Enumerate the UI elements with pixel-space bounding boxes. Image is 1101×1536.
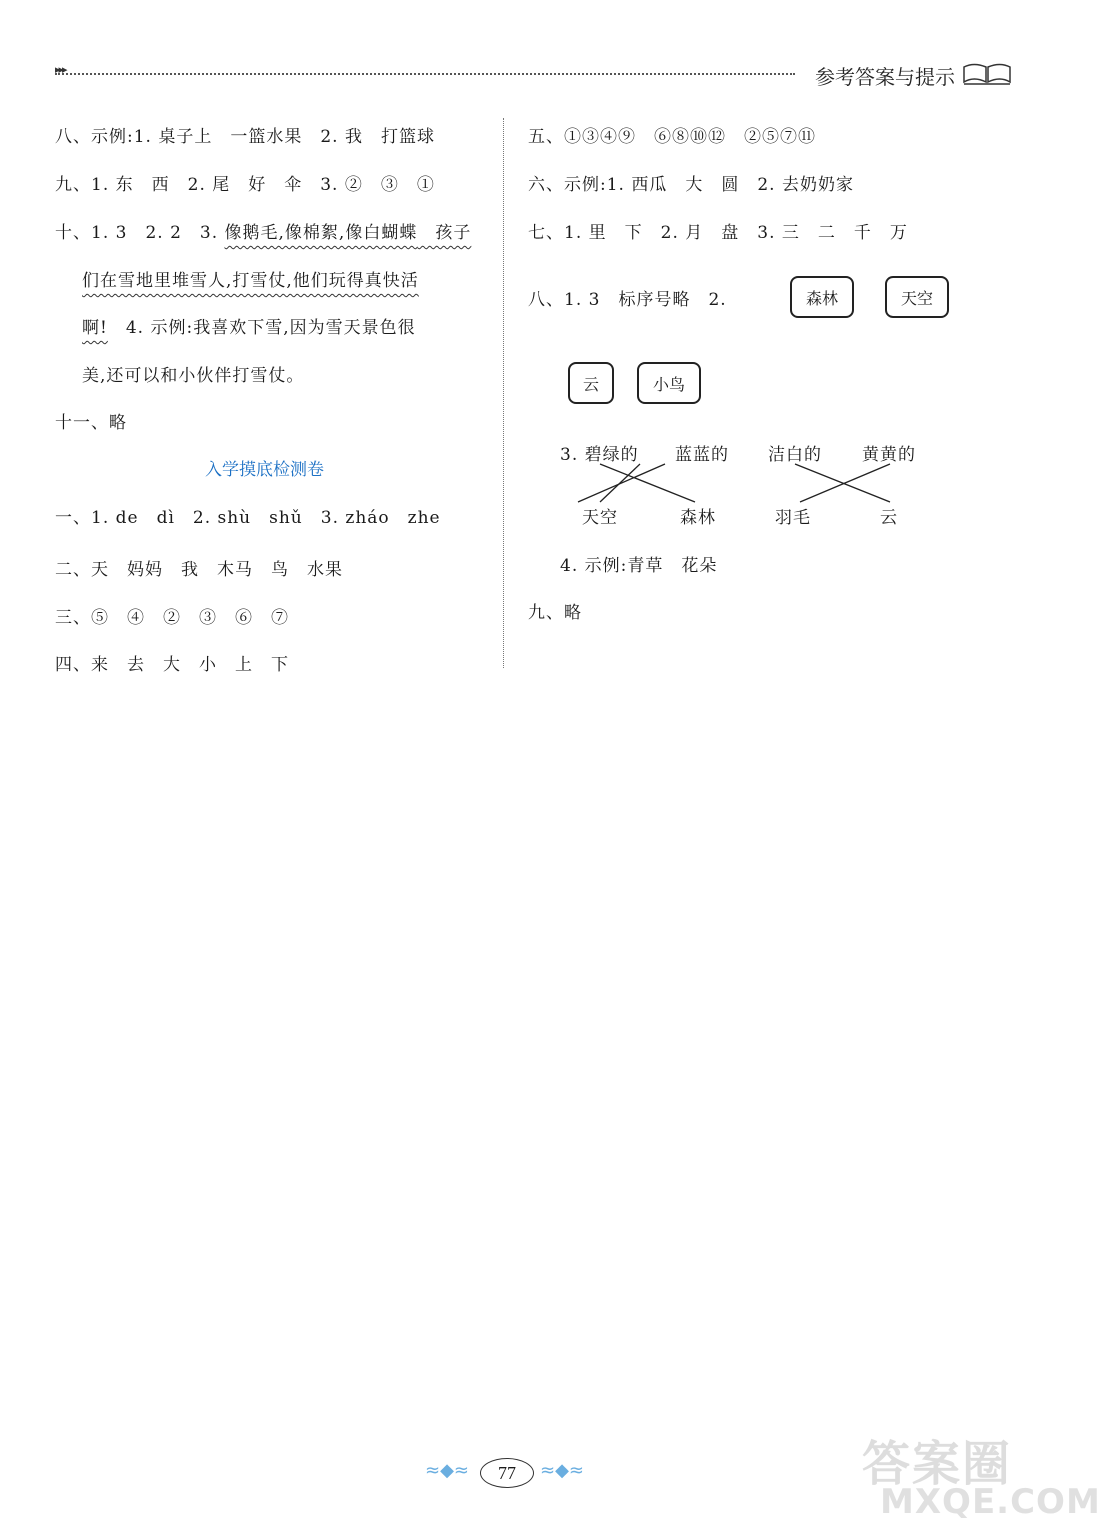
wavy-underlined-text: 像鹅毛,像棉絮,像白蝴蝶: [224, 223, 418, 243]
answer-section-8-4: 4. 示例:青草 花朵: [560, 556, 718, 576]
test-section-1: 一、1. de dì 2. shù shǔ 3. zháo zhe: [55, 508, 441, 528]
answer-section-10-line3: [82, 313, 416, 338]
answer-section-9: 九、1. 东 西 2. 尾 好 伞 3. ② ③ ①: [55, 175, 435, 195]
footer-ornament-left: ≈◆≈: [425, 1460, 470, 1481]
column-divider: [503, 118, 504, 668]
answer-section-9: 九、略: [528, 603, 582, 623]
test-section-2: 二、天 妈妈 我 木马 鸟 水果: [55, 560, 343, 580]
answer-section-8: 八、示例:1. 桌子上 一篮水果 2. 我 打篮球: [55, 127, 435, 147]
header-arrows: ▸▸▸: [55, 63, 66, 76]
book-icon: [962, 62, 1012, 86]
header-dotted-rule: [55, 73, 795, 75]
match-top-2: 蓝蓝的: [675, 445, 729, 465]
test-section-4: 四、来 去 大 小 上 下: [55, 655, 289, 675]
match-bottom-4: 云: [880, 508, 898, 528]
match-bottom-1: 天空: [582, 508, 618, 528]
answer-section-6: 六、示例:1. 西瓜 大 圆 2. 去奶奶家: [528, 175, 854, 195]
footer-ornament-right: ≈◆≈: [540, 1460, 585, 1481]
answer-section-7: 七、1. 里 下 2. 月 盘 3. 三 二 千 万: [528, 223, 908, 243]
section-title: 入学摸底检测卷: [205, 460, 324, 480]
answer-section-8: 八、1. 3 标序号略 2.: [528, 290, 727, 310]
test-section-3: 三、⑤ ④ ② ③ ⑥ ⑦: [55, 608, 289, 628]
answer-text: 4. 示例:我喜欢下雪,因为雪天景色很: [107, 318, 416, 338]
match-line: [578, 464, 665, 502]
watermark-url: MXQE.COM: [880, 1482, 1101, 1522]
answer-section-11: 十一、略: [55, 413, 127, 433]
wavy-underlined-text: 们在雪地里堆雪人,打雪仗,他们玩得真快活: [82, 271, 419, 291]
match-top-4: 黄黄的: [862, 445, 916, 465]
word-box-bird: 小鸟: [637, 362, 701, 404]
header-title: 参考答案与提示: [815, 65, 955, 89]
word-box-forest: 森林: [790, 276, 854, 318]
answer-text: 十、1. 3 2. 2 3.: [55, 223, 225, 243]
wavy-underlined-text: 孩子: [417, 223, 472, 243]
match-top-3: 洁白的: [768, 445, 822, 465]
match-top-1: 3. 碧绿的: [560, 445, 639, 465]
word-box-cloud: 云: [568, 362, 614, 404]
answer-section-10-line2: [82, 266, 419, 291]
match-bottom-2: 森林: [680, 508, 716, 528]
match-lines: [560, 460, 920, 505]
watermark-logo: 答案圈: [862, 1436, 1013, 1492]
answer-section-5: 五、①③④⑨ ⑥⑧⑩⑫ ②⑤⑦⑪: [528, 127, 816, 147]
wavy-underlined-text: 啊!: [82, 318, 108, 338]
answer-section-10-line1: [55, 218, 471, 243]
page-number: 77: [480, 1458, 534, 1488]
match-bottom-3: 羽毛: [775, 508, 811, 528]
word-box-sky: 天空: [885, 276, 949, 318]
answer-section-10-line4: 美,还可以和小伙伴打雪仗。: [82, 366, 305, 386]
match-line: [600, 464, 695, 502]
